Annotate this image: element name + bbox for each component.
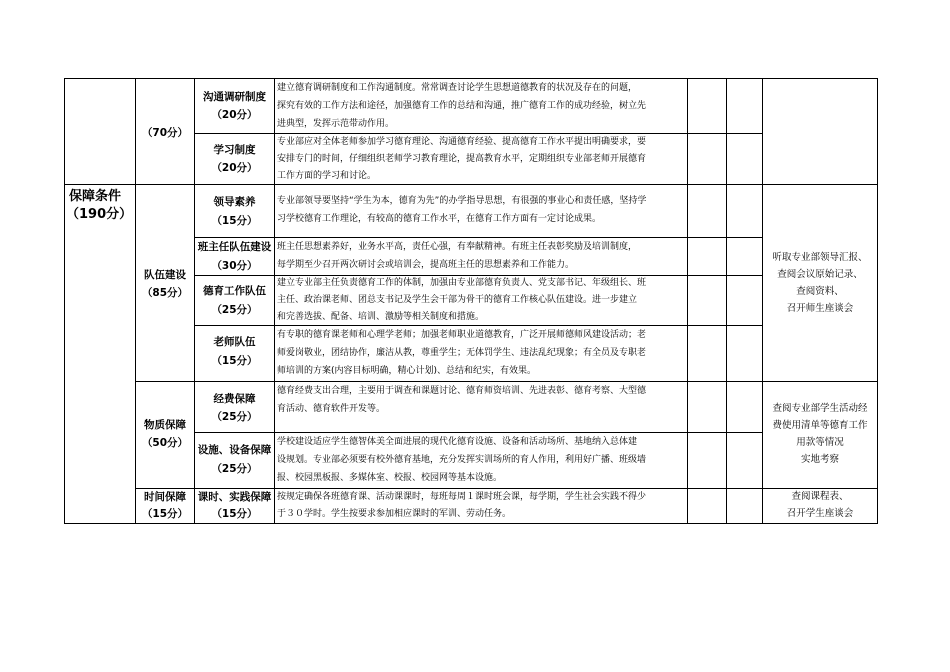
item-desc-line: 安排专门的时间，仔细组织老师学习教育理论，提高教育水平，定期组织专业部老师开展德育 (277, 154, 647, 164)
subcategory-time: 时间保障 (144, 491, 186, 503)
item-name-funding: 经费保障 (213, 393, 256, 405)
item-desc-line: 学校建设适应学生德智体美全面进展的现代化德育设施、设备和活动场所、基地纳入总体建 (277, 437, 638, 447)
subcategory-material-score: （50分） (141, 437, 189, 449)
method-line: 查阅资料、 (796, 286, 844, 297)
method-line: 实地考察 (800, 454, 839, 465)
category-title: 保障条件 (69, 189, 122, 204)
item-score-teachers: （15分） (211, 355, 258, 367)
method-line: 用款等情况 (796, 437, 844, 448)
item-desc-line: 建立德育调研制度和工作沟通制度。常常调查讨论学生思想道德教育的状况及存在的问题， (277, 83, 638, 93)
method-line: 召开学生座谈会 (786, 508, 854, 519)
method-line: 查阅会议原始记录、 (777, 269, 863, 280)
item-score-leadership: （15分） (211, 215, 258, 227)
item-desc-line: 设规划。专业部必须要有校外德育基地，充分发挥实训场所的育人作用，利用好广播、班级墙 (277, 455, 647, 465)
section-score: （70分） (141, 127, 189, 139)
item-desc-line: 主任、政治课老师、团总支书记及学生会干部为骨干的德育工作核心队伍建设。进一步建立 (277, 295, 638, 305)
item-desc-line: 探究有效的工作方法和途径，加强德育工作的总结和沟通，推广德育工作的成功经验，树立先 (277, 101, 647, 111)
item-name-moral-team: 德育工作队伍 (203, 285, 266, 297)
item-desc-line: 班主任思想素养好，业务水平高，责任心强，有奉献精神。有班主任表彰奖励及培训制度， (277, 242, 638, 252)
item-name-teachers: 老师队伍 (213, 336, 256, 348)
item-name-leadership: 领导素养 (213, 196, 256, 208)
item-desc-line: 建立专业部主任负责德育工作的体制，加强由专业部德育负责人、党支部书记、年级组长、班 (277, 278, 647, 288)
item-desc-line: 专业部领导要坚持“学生为本，德育为先”的办学指导思想，有很强的事业心和责任感，坚持学 (277, 196, 647, 206)
item-score-facilities: （25分） (211, 463, 258, 475)
item-desc-line: 进典型，发挥示范带动作用。 (277, 119, 395, 129)
subcategory-team: 队伍建设 (144, 269, 186, 281)
method-line: 查阅专业部学生活动经 (772, 403, 868, 414)
item-desc-line: 工作方面的学习和讨论。 (277, 171, 377, 181)
item-name-study: 学习制度 (213, 144, 256, 156)
item-desc-line: 习学校德育工作理论，有较高的德育工作水平，在德育工作方面有一定讨论成果。 (277, 214, 602, 224)
item-name-headteachers: 班主任队伍建设 (197, 241, 272, 253)
subcategory-time-score: （15分） (141, 508, 189, 520)
item-desc-line: 按规定确保各班德育课、活动课课时，每班每周１课时班会课，每学期，学生社会实践不得少 (277, 492, 647, 502)
item-desc-line: 德育经费支出合理，主要用于调查和课题讨论、德育师资培训、先进表彰、德育考察、大型德 (277, 386, 647, 396)
subcategory-material: 物质保障 (144, 419, 186, 431)
item-name-communication: 沟通调研制度 (203, 91, 266, 103)
category-score: （190分） (66, 207, 133, 222)
subcategory-team-score: （85分） (141, 287, 189, 299)
item-name-hours: 课时、实践保障 (197, 491, 272, 503)
item-score-hours: （15分） (211, 508, 258, 520)
item-score-headteachers: （30分） (211, 260, 258, 272)
item-desc-line: 师培训的方案(内容目标明确，精心计划)、总结和纪实，有效果。 (277, 366, 537, 376)
method-line: 查阅课程表、 (791, 491, 849, 502)
method-line: 听取专业部领导汇报、 (772, 252, 868, 263)
item-desc-line: 师爱岗敬业，团结协作，廉洁从教，尊重学生；无体罚学生、违法乱纪现象；有全员及专职老 (277, 348, 647, 358)
item-score-funding: （25分） (211, 411, 258, 423)
item-desc-line: 专业部应对全体老师参加学习德育理论、沟通德育经验、提高德育工作水平提出明确要求，要 (277, 137, 647, 147)
item-desc-line: 育活动、德育软件开发等。 (277, 404, 386, 414)
method-line: 费使用清单等德育工作 (772, 420, 868, 431)
item-desc-line: 报、校园黑板报、多媒体室、校报、校园网等基本设施。 (277, 473, 503, 483)
item-desc-line: 每学期至少召开两次研讨会或培训会，提高班主任的思想素养和工作能力。 (277, 260, 575, 270)
item-desc-line: 和完善选拔、配备、培训、激励等相关制度和措施。 (277, 312, 485, 322)
item-score-moral-team: （25分） (211, 304, 258, 316)
item-desc-line: 于３０学时。学生按要求参加相应课时的军训、劳动任务。 (277, 509, 512, 519)
item-score-communication: （20分） (211, 109, 258, 121)
item-name-facilities: 设施、设备保障 (197, 444, 272, 456)
item-desc-line: 有专职的德育课老师和心理学老师；加强老师职业道德教育，广泛开展师德师风建设活动；老 (277, 330, 647, 340)
method-line: 召开师生座谈会 (786, 303, 854, 314)
item-score-study: （20分） (211, 162, 258, 174)
